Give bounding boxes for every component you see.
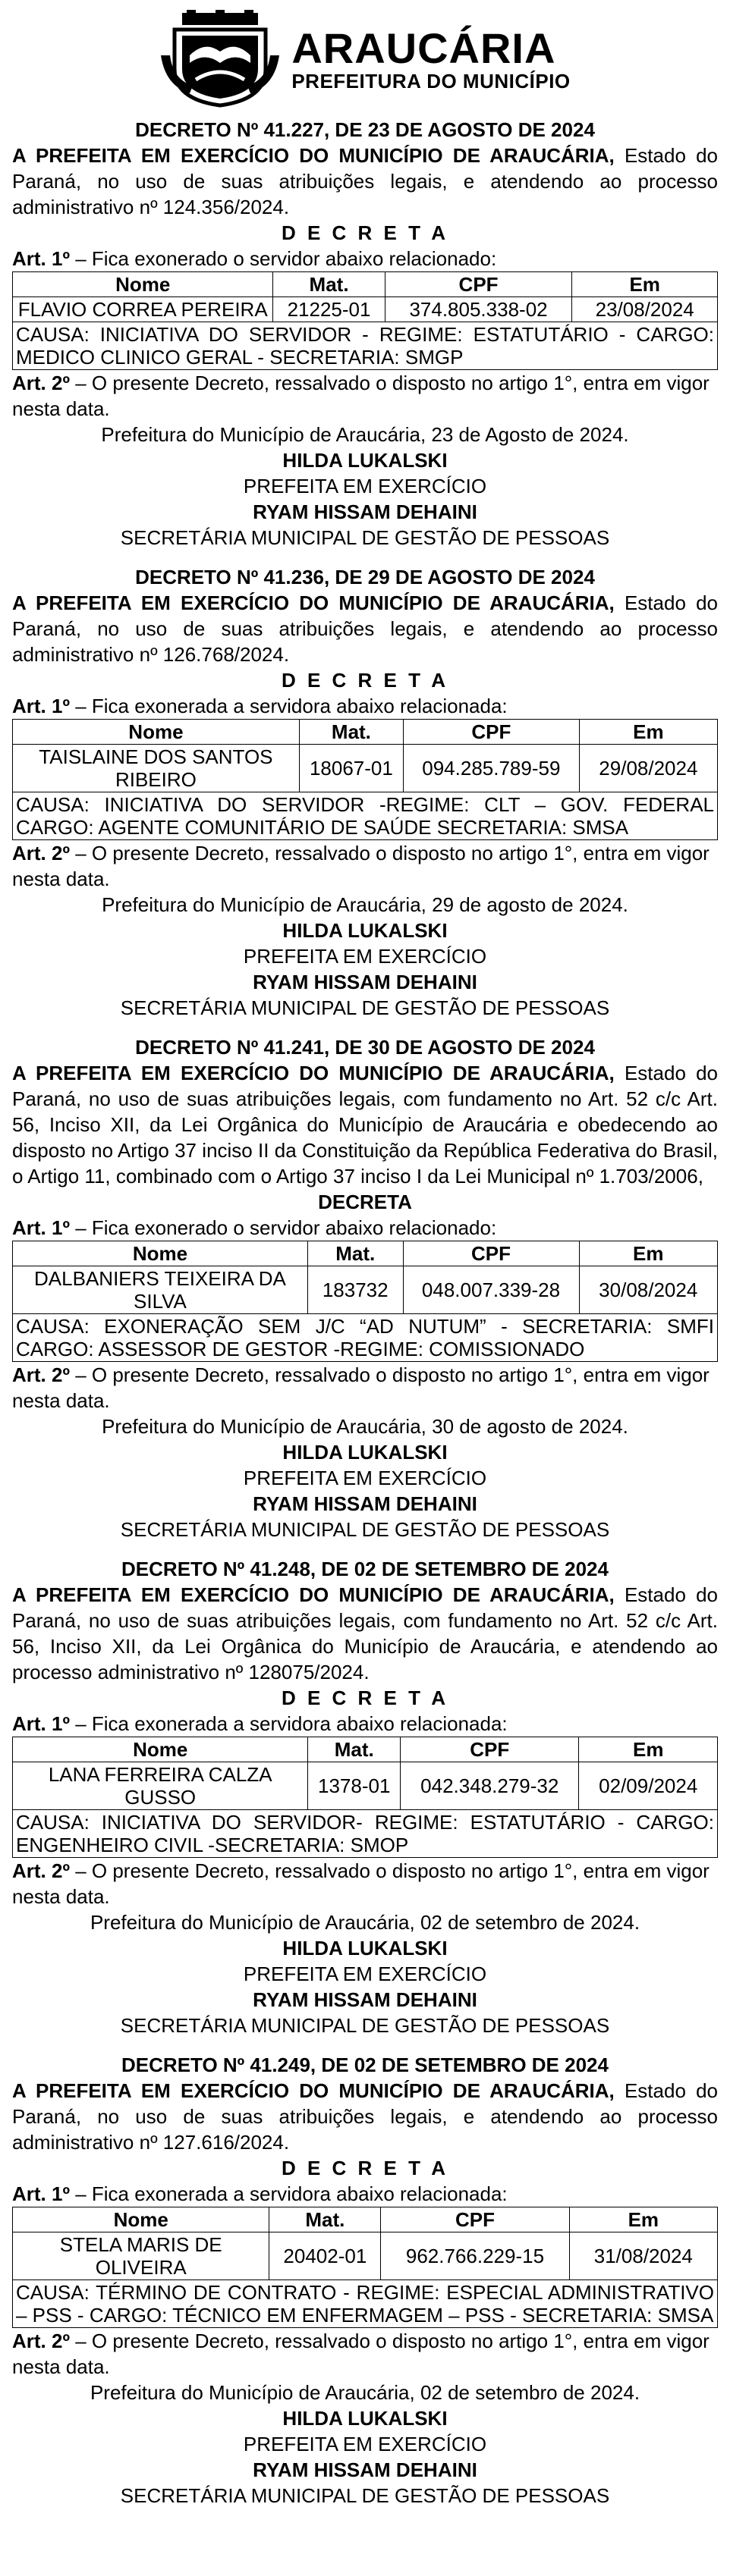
employee-mat: 1378-01 [308, 1762, 401, 1810]
article-1-label: Art. 1º [12, 2182, 70, 2205]
mayor-role: PREFEITA EM EXERCÍCIO [243, 1963, 487, 1985]
decree-intro-text: Estado do Paraná, no uso de suas atribuições legais, com fundamento no Art. 52 c/c Art. 56, Inciso XII, da Lei Orgânica do Município de Araucária, e atendendo ao processo administrativo nº 128075/2024. [12, 1583, 718, 1683]
decreta-heading: D E C R E T A [281, 669, 449, 692]
cause-text: CAUSA: EXONERAÇÃO SEM J/C “AD NUTUM” - SECRETARIA: SMFI CARGO: ASSESSOR DE GESTOR -REGIME: COMISSIONADO [13, 1314, 718, 1362]
decreta-heading: D E C R E T A [281, 1686, 449, 1709]
secretary-name: RYAM HISSAM DEHAINI [253, 1988, 477, 2011]
article-2 [12, 840, 718, 892]
column-header-em: Em [579, 1737, 718, 1762]
column-header-name: Nome [13, 1737, 308, 1762]
document-page [12, 0, 718, 2509]
brand [291, 24, 571, 93]
column-header-em: Em [579, 1241, 718, 1266]
column-header-mat: Mat. [299, 720, 403, 745]
article-1-text: – Fica exonerada a servidora abaixo relacionada: [69, 1712, 508, 1735]
decree-title: DECRETO Nº 41.241, DE 30 DE AGOSTO DE 2024 [135, 1036, 595, 1059]
employee-cpf: 374.805.338-02 [385, 297, 572, 322]
decree-intro-authority: A PREFEITA EM EXERCÍCIO DO MUNICÍPIO DE ARAUCÁRIA, [12, 2079, 615, 2102]
decree-list [12, 117, 718, 2509]
secretary-role: SECRETÁRIA MUNICIPAL DE GESTÃO DE PESSOAS [120, 2484, 610, 2507]
column-header-name: Nome [13, 272, 273, 297]
secretary-name: RYAM HISSAM DEHAINI [253, 2458, 477, 2481]
secretary-role: SECRETÁRIA MUNICIPAL DE GESTÃO DE PESSOAS [120, 526, 610, 549]
employee-date: 30/08/2024 [579, 1266, 718, 1314]
decree-intro [12, 590, 718, 667]
article-1-label: Art. 1º [12, 695, 70, 717]
decree-block [12, 564, 718, 1021]
secretary-name: RYAM HISSAM DEHAINI [253, 971, 477, 993]
employee-name: TAISLAINE DOS SANTOS RIBEIRO [13, 745, 300, 792]
header [12, 6, 718, 112]
decree-title: DECRETO Nº 41.249, DE 02 DE SETEMBRO DE 2024 [121, 2054, 609, 2076]
article-1-label: Art. 1º [12, 1216, 70, 1239]
column-header-cpf: CPF [385, 272, 572, 297]
table-header-row [13, 272, 718, 297]
table-row [13, 1266, 718, 1314]
article-2-label: Art. 2º [12, 2330, 70, 2352]
column-header-mat: Mat. [269, 2207, 381, 2232]
decree-intro [12, 1582, 718, 1685]
brand-name: ARAUCÁRIA [291, 24, 556, 72]
article-2 [12, 2328, 718, 2380]
decree-intro [12, 1060, 718, 1189]
employee-name: FLAVIO CORREA PEREIRA [13, 297, 273, 322]
table-cause-row [13, 322, 718, 370]
employee-cpf: 962.766.229-15 [381, 2232, 569, 2280]
table-row [13, 297, 718, 322]
employee-table [12, 2207, 718, 2328]
employee-cpf: 094.285.789-59 [403, 745, 579, 792]
table-cause-row [13, 1810, 718, 1858]
employee-date: 31/08/2024 [569, 2232, 717, 2280]
table-header-row [13, 1737, 718, 1762]
brand-subtitle: PREFEITURA DO MUNICÍPIO [291, 70, 571, 93]
mayor-name: HILDA LUKALSKI [282, 2407, 448, 2430]
employee-cpf: 048.007.339-28 [403, 1266, 579, 1314]
decreta-heading: D E C R E T A [281, 2157, 449, 2179]
column-header-cpf: CPF [403, 1241, 579, 1266]
employee-table [12, 271, 718, 370]
article-1 [12, 2181, 718, 2207]
mayor-role: PREFEITA EM EXERCÍCIO [243, 945, 487, 968]
article-2 [12, 370, 718, 422]
mayor-name: HILDA LUKALSKI [282, 1937, 448, 1959]
table-row [13, 745, 718, 792]
article-1-text: – Fica exonerada a servidora abaixo relacionada: [69, 2182, 508, 2205]
employee-cpf: 042.348.279-32 [401, 1762, 579, 1810]
employee-table [12, 1737, 718, 1858]
article-1-text: – Fica exonerado o servidor abaixo relacionado: [69, 247, 497, 270]
article-2-text: – O presente Decreto, ressalvado o disposto no artigo 1°, entra em vigor nesta data. [12, 372, 710, 420]
decree-title: DECRETO Nº 41.227, DE 23 DE AGOSTO DE 2024 [135, 118, 595, 141]
employee-date: 29/08/2024 [579, 745, 717, 792]
employee-name: LANA FERREIRA CALZA GUSSO [13, 1762, 308, 1810]
column-header-em: Em [572, 272, 718, 297]
article-1 [12, 1215, 718, 1241]
mayor-name: HILDA LUKALSKI [282, 919, 448, 942]
employee-date: 02/09/2024 [579, 1762, 718, 1810]
decree-intro-authority: A PREFEITA EM EXERCÍCIO DO MUNICÍPIO DE ARAUCÁRIA, [12, 1583, 615, 1606]
secretary-name: RYAM HISSAM DEHAINI [253, 1492, 477, 1515]
article-1 [12, 246, 718, 271]
article-2-label: Art. 2º [12, 842, 70, 864]
cause-text: CAUSA: INICIATIVA DO SERVIDOR - REGIME: ESTATUTÁRIO - CARGO: MEDICO CLINICO GERAL - SECRETARIA: SMGP [13, 322, 718, 370]
article-2 [12, 1362, 718, 1414]
column-header-mat: Mat. [273, 272, 385, 297]
table-cause-row [13, 792, 718, 840]
article-2 [12, 1858, 718, 1909]
column-header-name: Nome [13, 720, 300, 745]
employee-table [12, 719, 718, 840]
secretary-name: RYAM HISSAM DEHAINI [253, 500, 477, 523]
municipal-seal-icon [159, 10, 281, 108]
decree-block [12, 1556, 718, 2038]
employee-name: DALBANIERS TEIXEIRA DA SILVA [13, 1266, 308, 1314]
column-header-name: Nome [13, 1241, 308, 1266]
decree-intro-text: Estado do Paraná, no uso de suas atribuições legais, e atendendo ao processo administrativo nº 124.356/2024. [12, 144, 718, 218]
decree-intro-text: Estado do Paraná, no uso de suas atribuições legais, e atendendo ao processo administrativo nº 126.768/2024. [12, 591, 718, 666]
article-1-label: Art. 1º [12, 247, 70, 270]
mayor-name: HILDA LUKALSKI [282, 449, 448, 472]
article-2-label: Art. 2º [12, 1363, 70, 1386]
decree-intro-authority: A PREFEITA EM EXERCÍCIO DO MUNICÍPIO DE ARAUCÁRIA, [12, 591, 615, 614]
article-2-text: – O presente Decreto, ressalvado o disposto no artigo 1°, entra em vigor nesta data. [12, 842, 710, 890]
table-header-row [13, 2207, 718, 2232]
article-1 [12, 693, 718, 719]
article-2-text: – O presente Decreto, ressalvado o disposto no artigo 1°, entra em vigor nesta data. [12, 2330, 710, 2378]
cause-text: CAUSA: INICIATIVA DO SERVIDOR- REGIME: ESTATUTÁRIO - CARGO: ENGENHEIRO CIVIL -SECRETARIA: SMOP [13, 1810, 718, 1858]
cause-text: CAUSA: INICIATIVA DO SERVIDOR -REGIME: CLT – GOV. FEDERAL CARGO: AGENTE COMUNITÁRIO DE SAÚDE SECRETARIA: SMSA [13, 792, 718, 840]
column-header-mat: Mat. [308, 1737, 401, 1762]
column-header-name: Nome [13, 2207, 269, 2232]
article-1-text: – Fica exonerada a servidora abaixo relacionada: [69, 695, 508, 717]
cause-text: CAUSA: TÉRMINO DE CONTRATO - REGIME: ESPECIAL ADMINISTRATIVO – PSS - CARGO: TÉCNICO EM ENFERMAGEM – PSS - SECRETARIA: SMSA [13, 2280, 718, 2328]
decree-title: DECRETO Nº 41.248, DE 02 DE SETEMBRO DE 2024 [121, 1558, 609, 1580]
decree-intro-authority: A PREFEITA EM EXERCÍCIO DO MUNICÍPIO DE ARAUCÁRIA, [12, 1062, 615, 1084]
decree-intro-text: Estado do Paraná, no uso de suas atribuições legais, com fundamento no Art. 52 c/c Art. 56, Inciso XII, da Lei Orgânica do Município de Araucária e obedecendo ao disposto no Artigo 37 inciso II da Constituição da República Federativa do Brasil, o Artigo 11, combinado com o Artigo 37 inciso I da Lei Municipal nº 1.703/2006, [12, 1062, 718, 1188]
decreta-heading: DECRETA [318, 1191, 412, 1213]
employee-date: 23/08/2024 [572, 297, 718, 322]
article-2-text: – O presente Decreto, ressalvado o disposto no artigo 1°, entra em vigor nesta data. [12, 1859, 710, 1908]
table-row [13, 2232, 718, 2280]
column-header-cpf: CPF [381, 2207, 569, 2232]
decree-intro-text: Estado do Paraná, no uso de suas atribuições legais, e atendendo ao processo administrativo nº 127.616/2024. [12, 2079, 718, 2154]
column-header-mat: Mat. [307, 1241, 403, 1266]
place-date: Prefeitura do Município de Araucária, 02 de setembro de 2024. [90, 2381, 640, 2404]
employee-mat: 18067-01 [299, 745, 403, 792]
article-1-label: Art. 1º [12, 1712, 70, 1735]
decree-intro [12, 143, 718, 220]
table-row [13, 1762, 718, 1810]
column-header-em: Em [579, 720, 717, 745]
decree-intro [12, 2078, 718, 2155]
secretary-role: SECRETÁRIA MUNICIPAL DE GESTÃO DE PESSOAS [120, 2014, 610, 2037]
column-header-em: Em [569, 2207, 717, 2232]
secretary-role: SECRETÁRIA MUNICIPAL DE GESTÃO DE PESSOAS [120, 1518, 610, 1541]
mayor-role: PREFEITA EM EXERCÍCIO [243, 2433, 487, 2455]
place-date: Prefeitura do Município de Araucária, 02 de setembro de 2024. [90, 1911, 640, 1934]
article-2-text: – O presente Decreto, ressalvado o disposto no artigo 1°, entra em vigor nesta data. [12, 1363, 710, 1412]
secretary-role: SECRETÁRIA MUNICIPAL DE GESTÃO DE PESSOAS [120, 996, 610, 1019]
column-header-cpf: CPF [401, 1737, 579, 1762]
mayor-role: PREFEITA EM EXERCÍCIO [243, 1467, 487, 1489]
table-header-row [13, 1241, 718, 1266]
mayor-name: HILDA LUKALSKI [282, 1441, 448, 1464]
mayor-role: PREFEITA EM EXERCÍCIO [243, 475, 487, 497]
decree-title: DECRETO Nº 41.236, DE 29 DE AGOSTO DE 2024 [135, 566, 595, 588]
article-2-label: Art. 2º [12, 1859, 70, 1882]
decree-block [12, 117, 718, 551]
article-2-label: Art. 2º [12, 372, 70, 394]
decreta-heading: D E C R E T A [281, 221, 449, 244]
employee-mat: 21225-01 [273, 297, 385, 322]
decree-intro-authority: A PREFEITA EM EXERCÍCIO DO MUNICÍPIO DE ARAUCÁRIA, [12, 144, 615, 167]
table-cause-row [13, 1314, 718, 1362]
place-date: Prefeitura do Município de Araucária, 30 de agosto de 2024. [102, 1415, 628, 1438]
employee-table [12, 1241, 718, 1362]
place-date: Prefeitura do Município de Araucária, 29 de agosto de 2024. [102, 893, 628, 916]
article-1-text: – Fica exonerado o servidor abaixo relacionado: [69, 1216, 497, 1239]
article-1 [12, 1711, 718, 1737]
table-header-row [13, 720, 718, 745]
employee-mat: 183732 [307, 1266, 403, 1314]
decree-block [12, 1034, 718, 1542]
employee-name: STELA MARIS DE OLIVEIRA [13, 2232, 269, 2280]
place-date: Prefeitura do Município de Araucária, 23 de Agosto de 2024. [101, 423, 629, 446]
column-header-cpf: CPF [403, 720, 579, 745]
employee-mat: 20402-01 [269, 2232, 381, 2280]
table-cause-row [13, 2280, 718, 2328]
decree-block [12, 2052, 718, 2509]
